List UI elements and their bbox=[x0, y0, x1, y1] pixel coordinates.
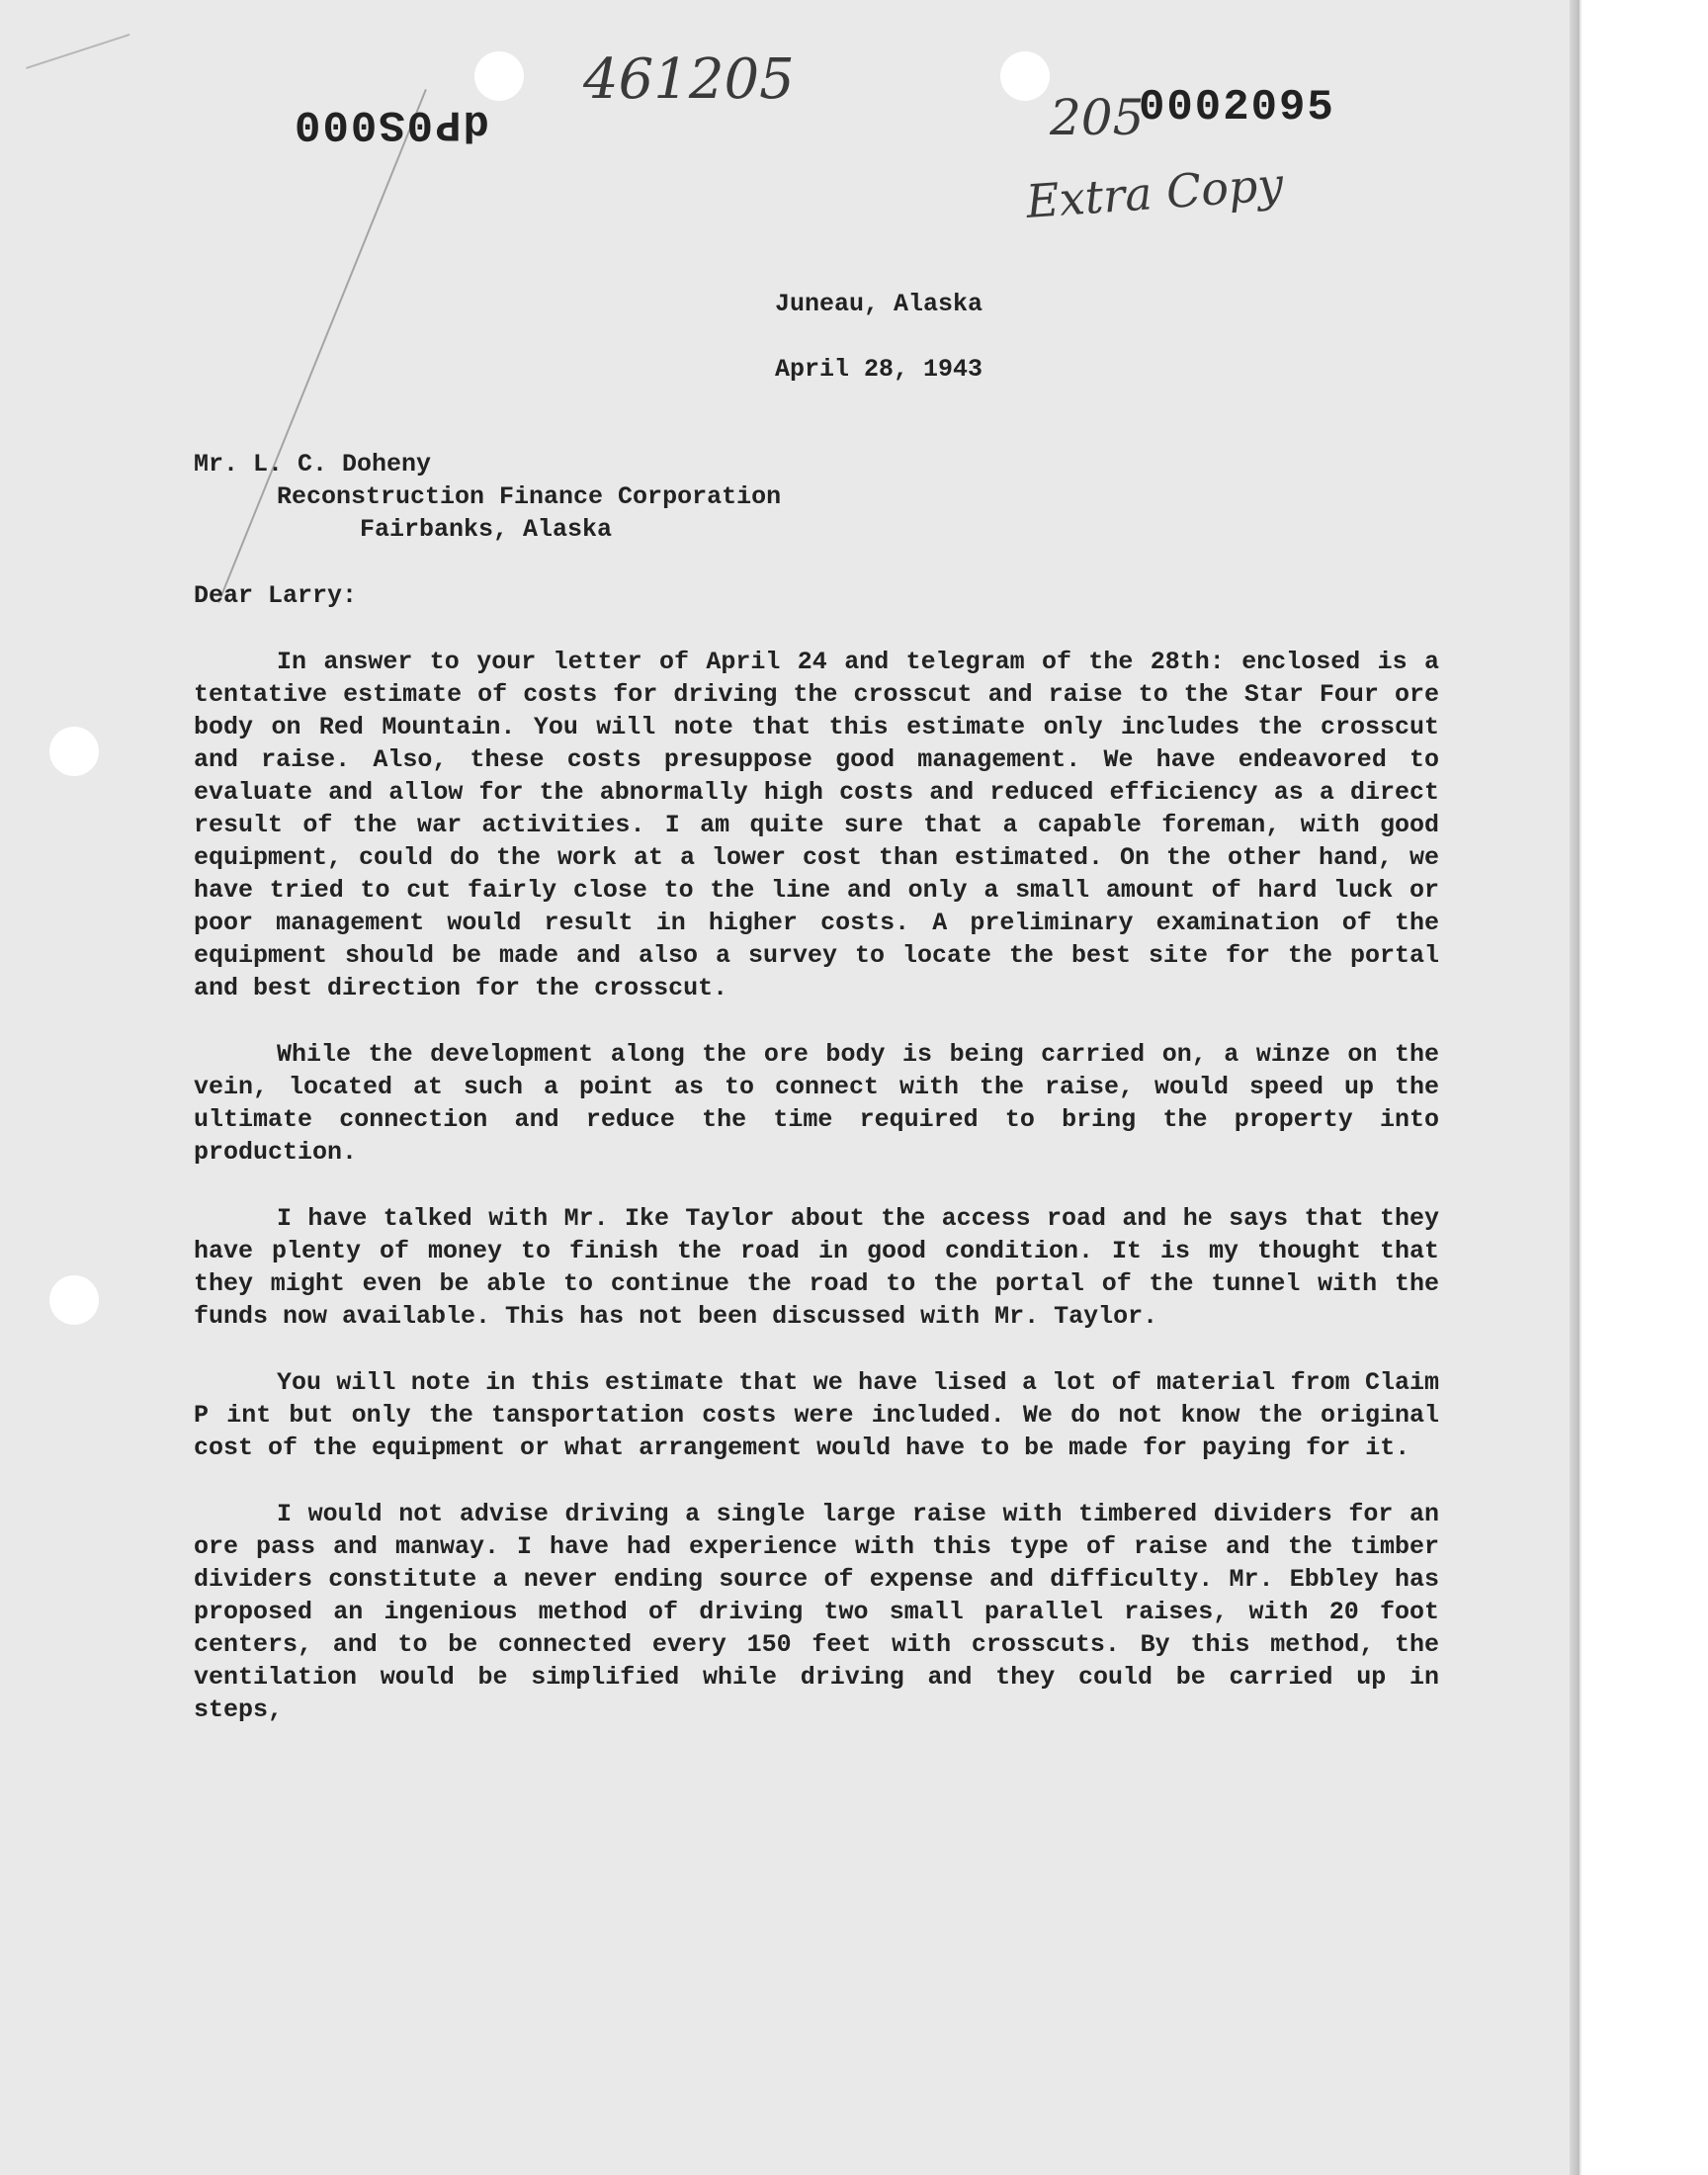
paragraph-2: While the development along the ore body is being carried on, a winze on the vein, located at such a point as to connect with the raise, would speed up the ultimate connection and reduce the time required to bring the property into production. bbox=[194, 1040, 1439, 1167]
handwritten-number: 461205 bbox=[583, 47, 795, 112]
recipient-name: Mr. L. C. Doheny bbox=[194, 450, 432, 478]
paragraph-1: In answer to your letter of April 24 and telegram of the 28th: enclosed is a tentative estimate of costs for driving the crosscut and raise to the Star Four ore body on Red Mountain. You will note that this estimate only includes the crosscut and raise. Also, these costs presuppose good management. We have endeavored to evaluate and allow for the abnormally high costs and reduced efficiency as a direct result of the war activities. I am quite sure that a capable foreman, with good equipment, could do the work at a lower cost than estimated. On the other hand, we have tried to cut fairly close to the line and only a small amount of hard luck or poor management would result in higher costs. A preliminary examination of the equipment should be made and also a survey to locate the best site for the portal and best direction for the crosscut. bbox=[194, 648, 1439, 1002]
corner-mark bbox=[26, 34, 142, 107]
recipient-organization: Reconstruction Finance Corporation bbox=[277, 482, 782, 511]
paragraph-5: I would not advise driving a single large raise with timbered dividers for an ore pass and manway. I have had experience with this type of raise and the timber dividers constitute a never ending source of expense and difficulty. Mr. Ebbley has proposed an ingenious method of driving two small parallel raises, with 20 foot centers, and to be connected every 150 feet with crosscuts. By this method, the ventilation would be simplified while driving and they could be carried up in steps, bbox=[194, 1500, 1439, 1724]
date-block bbox=[775, 255, 1439, 418]
stamp-left: dP0S000 bbox=[293, 99, 489, 148]
punch-hole-top-right bbox=[1000, 51, 1050, 101]
handwritten-prefix: 205 bbox=[1050, 89, 1145, 146]
paragraph-3: I have talked with Mr. Ike Taylor about the access road and he says that they have plenty of money to finish the road in good condition. It is my thought that they might even be able to continue the road to the portal of the tunnel with the funds now available. This has not been discussed with Mr. Taylor. bbox=[194, 1204, 1439, 1331]
handwritten-note: Extra Copy bbox=[1024, 156, 1285, 229]
date-line: April 28, 1943 bbox=[775, 355, 983, 384]
punch-hole-top-left bbox=[474, 51, 524, 101]
recipient-location: Fairbanks, Alaska bbox=[360, 515, 613, 544]
letter-body bbox=[194, 255, 1439, 1760]
paragraph-4: You will note in this estimate that we have lised a lot of material from Claim P int but only the tansportation costs were included. We do not know the original cost of the equipment or what arrangement would have to be made for paying for it. bbox=[194, 1368, 1439, 1462]
salutation: Dear Larry: bbox=[194, 581, 358, 610]
punch-hole-middle bbox=[49, 727, 99, 776]
scan-edge bbox=[1570, 0, 1580, 2175]
punch-hole-lower bbox=[49, 1275, 99, 1325]
stamp-right: 0002095 bbox=[1139, 83, 1335, 132]
place-line: Juneau, Alaska bbox=[775, 290, 983, 318]
recipient-block bbox=[194, 448, 1439, 546]
